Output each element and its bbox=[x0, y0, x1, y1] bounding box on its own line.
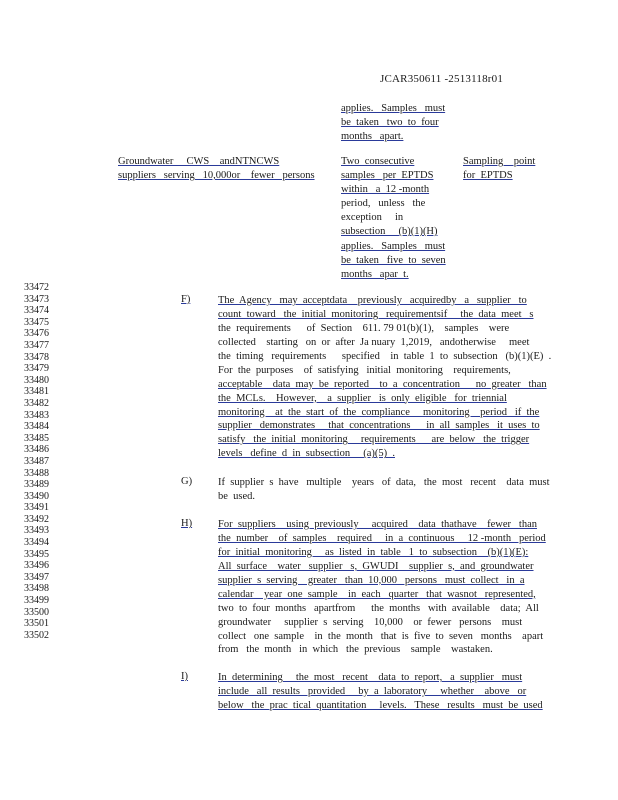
table-cell-frequency: be taken five to seven bbox=[341, 255, 446, 266]
table-cell-frequency: months apar t. bbox=[341, 269, 409, 280]
item-marker: G) bbox=[181, 476, 193, 487]
line-number: 33489 bbox=[24, 479, 49, 491]
text-line: two to four months apartfrom the months with available data; All bbox=[218, 602, 539, 614]
line-number: 33485 bbox=[24, 432, 49, 444]
line-number: 33495 bbox=[24, 548, 49, 560]
table-cell-frequency: samples per EPTDS bbox=[341, 170, 434, 181]
table-cell-frequency: applies. Samples must bbox=[341, 241, 446, 252]
line-number: 33473 bbox=[24, 293, 49, 305]
line-number: 33486 bbox=[24, 444, 49, 456]
line-number: 33492 bbox=[24, 513, 49, 525]
text-line: satisfy the initial monitoring requirements are below the trigger bbox=[218, 434, 530, 446]
text-line: groundwater supplier s serving 10,000 or fewer persons must bbox=[218, 616, 523, 628]
text-line: collect one sample in the month that is five to seven months apart bbox=[218, 630, 544, 642]
table-cell-frequency: period, unless the bbox=[341, 198, 426, 209]
line-number: 33493 bbox=[24, 525, 49, 537]
text-line: If supplier s have multiple years of data, the most recent data must bbox=[218, 477, 550, 488]
text-line: monitoring at the start of the compliance monitoring period if the bbox=[218, 406, 540, 418]
text-line: supplier s serving greater than 10,000 persons must collect in a bbox=[218, 574, 525, 586]
text-line: The Agency may acceptdata previously acquiredby a supplier to bbox=[218, 295, 527, 306]
line-number: 33488 bbox=[24, 467, 49, 479]
line-number: 33500 bbox=[24, 606, 49, 618]
text-line: supplier demonstrates that concentrations in all samples it uses to bbox=[218, 420, 540, 432]
item-body bbox=[218, 671, 543, 713]
text-line: count toward the initial monitoring requirementsif the data meet s bbox=[218, 308, 534, 320]
text-line: For the purposes of satisfying initial monitoring requirements, bbox=[218, 364, 511, 376]
line-number: 33496 bbox=[24, 560, 49, 572]
item-body bbox=[218, 518, 546, 657]
line-number: 33484 bbox=[24, 421, 49, 433]
table-cell-system-type: suppliers serving 10,000or fewer persons bbox=[118, 170, 315, 181]
item-marker: H) bbox=[181, 518, 193, 529]
table-text: be taken two to four bbox=[341, 117, 439, 128]
line-number: 33501 bbox=[24, 618, 49, 630]
item-marker: F) bbox=[181, 294, 191, 305]
line-number: 33477 bbox=[24, 339, 49, 351]
line-number: 33481 bbox=[24, 386, 49, 398]
text-line: include all results provided by a laboratory whether above or bbox=[218, 685, 527, 697]
table-cell-sampling-point: for EPTDS bbox=[463, 170, 513, 181]
text-line: collected starting on or after Ja nuary 1,2019, andotherwise meet bbox=[218, 336, 530, 348]
line-number: 33476 bbox=[24, 328, 49, 340]
line-number: 33475 bbox=[24, 316, 49, 328]
item-marker: I) bbox=[181, 671, 188, 682]
line-number: 33480 bbox=[24, 374, 49, 386]
line-number: 33497 bbox=[24, 571, 49, 583]
text-line: the number of samples required in a continuous 12 -month period bbox=[218, 532, 546, 544]
item-body bbox=[218, 476, 550, 504]
document-id: JCAR350611 -2513118r01 bbox=[380, 73, 504, 85]
text-line: be used. bbox=[218, 490, 256, 502]
line-number: 33490 bbox=[24, 490, 49, 502]
text-line: All surface water supplier s, GWUDI supplier s, and groundwater bbox=[218, 560, 534, 572]
line-number: 33478 bbox=[24, 351, 49, 363]
line-number: 33483 bbox=[24, 409, 49, 421]
text-line: for initial monitoring as listed in table 1 to subsection (b)(1)(E): bbox=[218, 546, 529, 558]
table-cell-frequency: Two consecutive bbox=[341, 156, 415, 167]
table-text: months apart. bbox=[341, 131, 404, 142]
table-cell-system-type: Groundwater CWS andNTNCWS bbox=[118, 156, 280, 167]
text-line: For suppliers using previously acquired data thathave fewer than bbox=[218, 519, 538, 530]
table-cell-frequency: subsection (b)(1)(H) bbox=[341, 226, 438, 237]
table-cell-frequency: within a 12 -month bbox=[341, 184, 430, 195]
text-line: calendar year one sample in each quarter that wasnot represented, bbox=[218, 588, 536, 600]
line-number: 33491 bbox=[24, 502, 49, 514]
text-line: the requirements of Section 611. 79 01(b)(1), samples were bbox=[218, 322, 510, 334]
item-body bbox=[218, 294, 552, 461]
line-number: 33479 bbox=[24, 363, 49, 375]
text-line: acceptable data may be reported to a concentration no greater than bbox=[218, 378, 547, 390]
line-number-column bbox=[24, 282, 49, 641]
line-number: 33499 bbox=[24, 595, 49, 607]
line-number: 33498 bbox=[24, 583, 49, 595]
text-line: levels define d in subsection (a)(5) . bbox=[218, 448, 395, 460]
line-number: 33472 bbox=[24, 282, 49, 293]
line-number: 33482 bbox=[24, 397, 49, 409]
text-line: the MCLs. However, a supplier is only eligible for triennial bbox=[218, 392, 507, 404]
text-line: below the prac tical quantitation levels. These results must be used bbox=[218, 699, 543, 711]
table-cell-frequency: exception in bbox=[341, 212, 404, 223]
line-number: 33502 bbox=[24, 629, 49, 641]
table-text: applies. Samples must bbox=[341, 103, 446, 114]
text-line: the timing requirements specified in table 1 to subsection (b)(1)(E) . bbox=[218, 350, 552, 362]
line-number: 33494 bbox=[24, 537, 49, 549]
line-number: 33474 bbox=[24, 305, 49, 317]
table-cell-sampling-point: Sampling point bbox=[463, 156, 536, 167]
text-line: In determining the most recent data to report, a supplier must bbox=[218, 672, 523, 683]
text-line: from the month in which the previous sample wastaken. bbox=[218, 644, 493, 656]
line-number: 33487 bbox=[24, 455, 49, 467]
